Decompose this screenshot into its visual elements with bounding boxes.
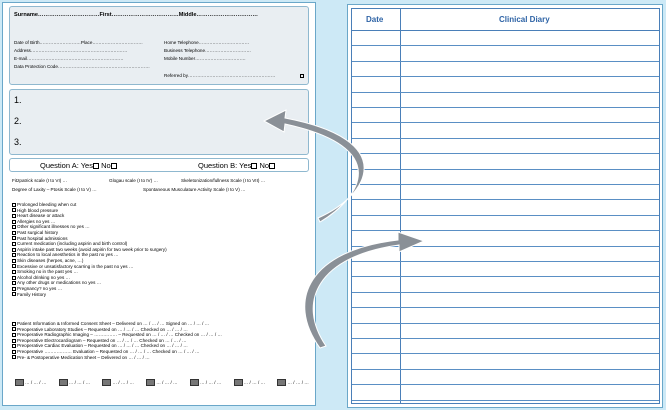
upper-arrow	[264, 110, 364, 222]
history-item[interactable]: Past surgical history	[12, 230, 167, 236]
lower-arrow	[305, 232, 424, 348]
address-field[interactable]: Address………………………………………………………	[14, 48, 128, 53]
date-stamp-row: … / … / … … / … / … … / … / … … / … / … … / … / … … / … / … … / … / …	[15, 379, 309, 386]
question-a-yes-label: Yes	[80, 161, 93, 170]
home-telephone-field[interactable]: Home Telephone……………………………	[164, 40, 250, 45]
history-item[interactable]: Heart disease or attack	[12, 213, 167, 219]
question-a-no-label: No	[101, 161, 111, 170]
note-2[interactable]: 2.	[14, 116, 22, 126]
history-item[interactable]: Any other drugs or medications no yes …	[12, 280, 167, 286]
note-3[interactable]: 3.	[14, 137, 22, 147]
document-item[interactable]: Pre- & Postoperative Medication Sheet – Delivered on … / … / …	[12, 355, 222, 361]
document-item[interactable]: Preoperative Radiographic Imaging – …………… – Requested on … / … / … Checked on … / … / …	[12, 332, 222, 338]
history-item[interactable]: Aspirin intake past two weeks (avoid aspirin for two week prior to surgery)	[12, 247, 167, 253]
question-b-label: Question B:	[198, 161, 238, 170]
history-item[interactable]: Allergies no yes …	[12, 219, 167, 225]
history-item[interactable]: Alcohol drinking no yes …	[12, 275, 167, 281]
clinical-diary-title: Clinical Diary	[499, 15, 550, 24]
data-protection-code-field[interactable]: Data Protection Code……………………………………………………	[14, 64, 150, 69]
history-item[interactable]: Other significant illnesses no yes …	[12, 224, 167, 230]
history-item[interactable]: High blood pressure	[12, 208, 167, 214]
document-item[interactable]: Preoperative Laboratory Studies – Requested on … / … / … Checked on … / … / …	[12, 327, 222, 333]
business-telephone-field[interactable]: Business Telephone…………………………	[164, 48, 251, 53]
note-1[interactable]: 1.	[14, 95, 22, 105]
spontaneous-activity-scale[interactable]: Spontaneous Musculature Activity Scale (I to V) …	[143, 187, 246, 192]
question-b-yes-label: Yes	[239, 161, 252, 170]
document-item[interactable]: Preoperative ……………… Evaluation – Requested on … / … / … Checked on … / … / …	[12, 349, 222, 355]
history-item[interactable]: Prolonged bleeding when cut	[12, 202, 167, 208]
referred-by-field[interactable]: Referred by…………………………………………………	[164, 73, 276, 78]
document-item[interactable]: Preoperative Electrocardiogram – Requested on … / … / … Checked on … / … / …	[12, 338, 222, 344]
document-item[interactable]: Preoperative Cardiac Evaluation – Requested on … / … / … Checked on … / … / …	[12, 343, 222, 349]
surname-field[interactable]: Surname……………………………First………………………………Middle……………………………	[14, 12, 258, 18]
document-item[interactable]: Patient Information & Informed Consent Sheet – Delivered on … / … / … Signed on … / … / …	[12, 321, 222, 327]
mobile-number-field[interactable]: Mobile Number……………………………	[164, 56, 246, 61]
email-field[interactable]: E-mail………………………………………………………	[14, 56, 124, 61]
history-item[interactable]: Family History	[12, 292, 167, 298]
laxity-scale[interactable]: Degree of Laxity – Ptosis Scale (I to V) …	[12, 187, 97, 192]
history-item[interactable]: Current medication (including aspirin and birth control)	[12, 241, 167, 247]
history-item[interactable]: Reaction to local anesthetics in the past no yes …	[12, 252, 167, 258]
history-item[interactable]: Smoking no in the past yes …	[12, 269, 167, 275]
history-item[interactable]: Pregnancy? no yes …	[12, 286, 167, 292]
skeletonization-scale[interactable]: Skeletonization/fullness Scale (I to VII) …	[181, 178, 266, 183]
date-column-header: Date	[366, 15, 384, 24]
question-b-no-label: No	[259, 161, 270, 170]
question-a-label: Question A:	[40, 161, 79, 170]
history-item[interactable]: Excessive or unsatisfactory scarring in the past no yes …	[12, 264, 167, 270]
history-item[interactable]: Skin diseases (herpes, acne, …)	[12, 258, 167, 264]
date-of-birth-field[interactable]: Date of Birth………………………Place……………………………	[14, 40, 143, 45]
fitzpatrick-scale[interactable]: Fitzpatrick scale (I to VI) …	[12, 178, 68, 183]
glogau-scale[interactable]: Glogau scale (I to IV) …	[109, 178, 159, 183]
history-item[interactable]: Past hospital admissions	[12, 236, 167, 242]
